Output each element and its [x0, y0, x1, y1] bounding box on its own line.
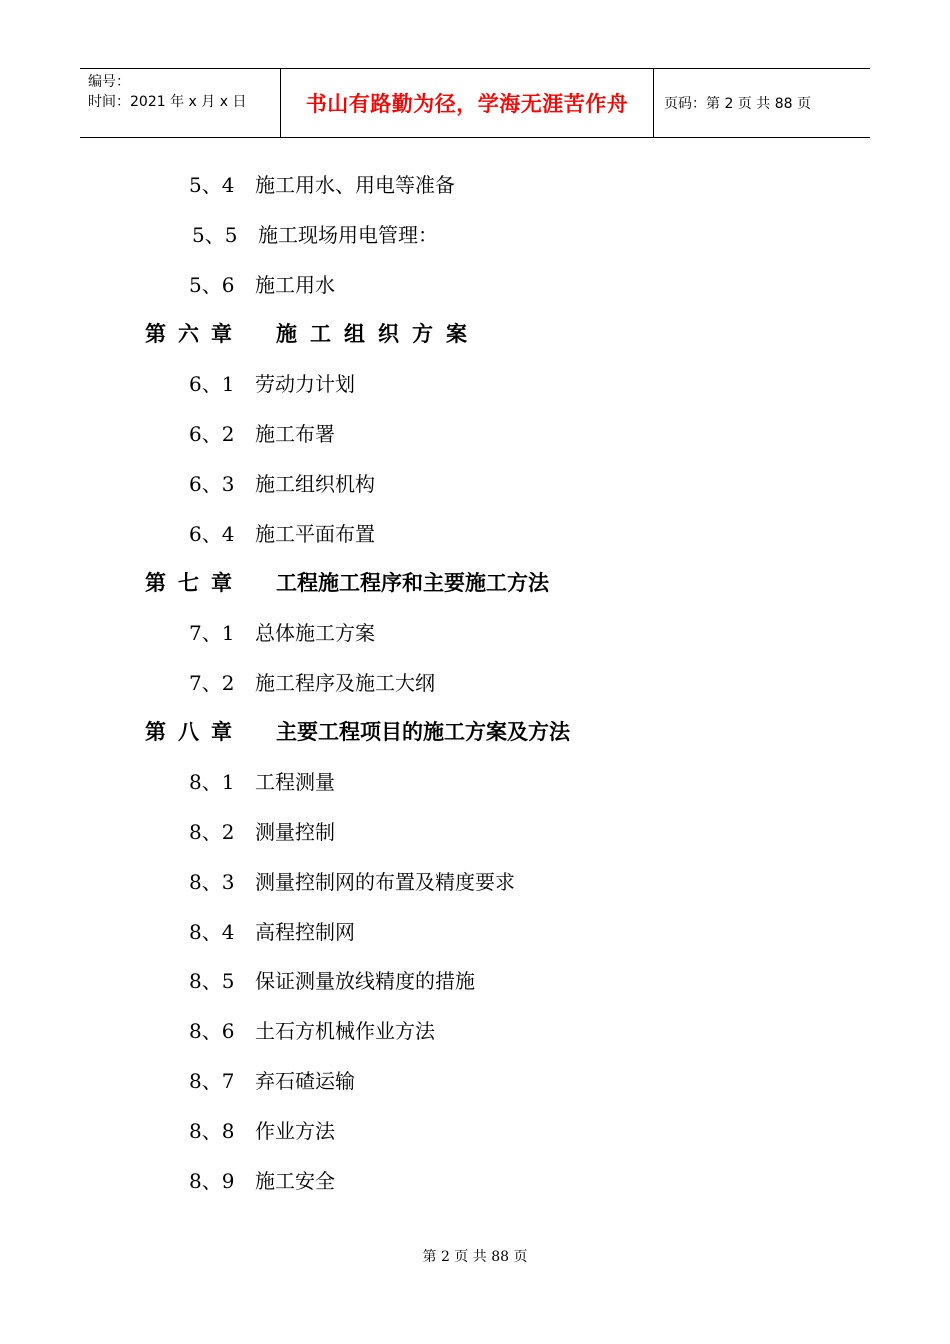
toc-entry-number: 8、4	[189, 920, 235, 944]
page-header	[80, 68, 870, 138]
chapter-heading	[145, 718, 570, 746]
toc-entry-title: 测量控制	[255, 820, 335, 844]
toc-entry	[189, 371, 355, 397]
toc-entry	[189, 1068, 355, 1094]
footer-page-number: 第 2 页 共 88 页	[422, 1249, 528, 1265]
toc-entry-title: 施工组织机构	[255, 472, 375, 496]
toc-entry-title: 施工安全	[255, 1169, 335, 1193]
chapter-title: 工程施工程序和主要施工方法	[276, 571, 549, 595]
header-page-info	[654, 69, 870, 137]
toc-entry-number: 5、5	[192, 223, 238, 247]
toc-entry-number: 8、3	[189, 870, 235, 894]
toc-entry-title: 工程测量	[255, 770, 335, 794]
toc-entry-number: 6、1	[189, 372, 235, 396]
toc-entry-title: 施工程序及施工大纲	[255, 671, 435, 695]
toc-entry	[189, 421, 335, 447]
toc-entry-number: 7、1	[189, 621, 235, 645]
toc-entry-number: 8、2	[189, 820, 235, 844]
toc-entry-number: 5、4	[189, 173, 235, 197]
toc-entry	[192, 222, 438, 248]
toc-entry-title: 施工布署	[255, 422, 335, 446]
toc-entry-number: 8、1	[189, 770, 235, 794]
toc-entry	[189, 1018, 435, 1044]
number-label: 编号：	[88, 74, 130, 90]
toc-entry-number: 7、2	[189, 671, 235, 695]
page-info-text: 页码：第 2 页 共 88 页	[664, 96, 811, 112]
toc-entry	[189, 471, 375, 497]
toc-entry-number: 8、7	[189, 1069, 235, 1093]
toc-entry	[189, 968, 475, 994]
toc-entry	[189, 1118, 335, 1144]
toc-entry	[189, 819, 335, 845]
toc-entry-title: 施工平面布置	[255, 522, 375, 546]
toc-entry	[189, 1168, 335, 1194]
chapter-label: 第八章	[145, 720, 244, 744]
toc-entry	[189, 769, 335, 795]
chapter-heading	[145, 569, 549, 597]
toc-entry-title: 土石方机械作业方法	[255, 1019, 435, 1043]
toc-entry-title: 劳动力计划	[255, 372, 355, 396]
toc-entry-title: 保证测量放线精度的措施	[255, 969, 475, 993]
toc-entry-number: 6、4	[189, 522, 235, 546]
chapter-title: 主要工程项目的施工方案及方法	[276, 720, 570, 744]
toc-entry-title: 总体施工方案	[255, 621, 375, 645]
page-footer	[0, 1246, 950, 1266]
chapter-label: 第七章	[145, 571, 244, 595]
toc-entry-number: 6、3	[189, 472, 235, 496]
chapter-label: 第六章	[145, 322, 244, 346]
header-meta	[80, 69, 281, 137]
toc-entry	[189, 272, 335, 298]
toc-entry	[189, 919, 355, 945]
toc-entry-number: 8、6	[189, 1019, 235, 1043]
toc-entry	[189, 521, 375, 547]
toc-entry-title: 施工现场用电管理：	[258, 223, 438, 247]
toc-entry-title: 弃石碴运输	[255, 1069, 355, 1093]
toc-entry-number: 8、5	[189, 969, 235, 993]
chapter-title: 施工组织方案	[276, 322, 480, 346]
toc-entry	[189, 869, 515, 895]
toc-entry	[189, 620, 375, 646]
toc-entry-title: 高程控制网	[255, 920, 355, 944]
toc-entry-title: 测量控制网的布置及精度要求	[255, 870, 515, 894]
header-motto: 书山有路勤为径，学海无涯苦作舟	[305, 92, 629, 116]
toc-entry-title: 施工用水、用电等准备	[255, 173, 455, 197]
toc-entry-title: 施工用水	[255, 273, 335, 297]
time-label: 时间：2021 年 x 月 x 日	[88, 94, 247, 110]
toc-entry	[189, 670, 435, 696]
toc-entry	[189, 172, 455, 198]
toc-entry-number: 8、9	[189, 1169, 235, 1193]
toc-entry-number: 6、2	[189, 422, 235, 446]
header-motto-cell	[281, 69, 654, 137]
chapter-heading	[145, 320, 480, 348]
toc-entry-title: 作业方法	[255, 1119, 335, 1143]
toc-entry-number: 5、6	[189, 273, 235, 297]
toc-entry-number: 8、8	[189, 1119, 235, 1143]
